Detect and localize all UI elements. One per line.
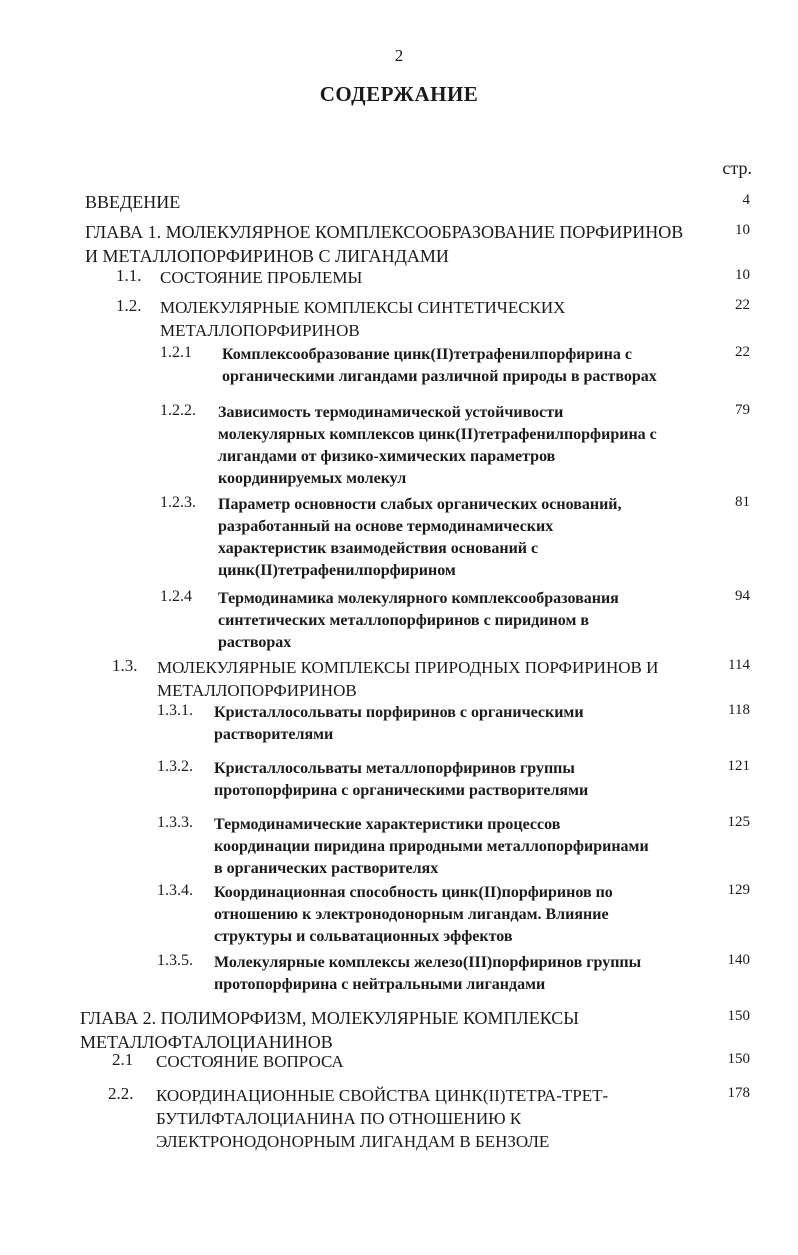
toc-entry-title-line: БУТИЛФТАЛОЦИАНИНА ПО ОТНОШЕНИЮ К xyxy=(156,1109,522,1128)
toc-entry-number: 1.3.1. xyxy=(157,702,193,719)
toc-entry-page: 129 xyxy=(727,882,750,898)
toc-entry-title-line: цинк(II)тетрафенилпорфирином xyxy=(218,562,456,579)
toc-entry-title-line: протопорфирина с нейтральными лигандами xyxy=(214,976,546,993)
toc-entry-title-line: в органических растворителях xyxy=(214,860,439,877)
toc-entry-title-line: растворителями xyxy=(214,726,334,743)
toc-entry-title-line: МЕТАЛЛОПОРФИРИНОВ xyxy=(157,681,357,700)
toc-entry-title-line: Кристаллосольваты порфиринов с органическими xyxy=(214,704,584,721)
toc-entry-title-line: координации пиридина природными металлопорфиринами xyxy=(214,838,649,855)
toc-entry-title-line: МОЛЕКУЛЯРНЫЕ КОМПЛЕКСЫ ПРИРОДНЫХ ПОРФИРИНОВ И xyxy=(157,658,659,677)
toc-entry-title-line: ГЛАВА 1. МОЛЕКУЛЯРНОЕ КОМПЛЕКСООБРАЗОВАНИЕ ПОРФИРИНОВ xyxy=(85,222,684,242)
toc-entry-number: 1.2. xyxy=(116,296,142,315)
toc-entry-page: 4 xyxy=(742,192,750,208)
toc-entry-title-line: ЭЛЕКТРОНОДОНОРНЫМ ЛИГАНДАМ В БЕНЗОЛЕ xyxy=(156,1132,550,1151)
page-title: СОДЕРЖАНИЕ xyxy=(319,82,479,106)
toc-entry-title-line: МЕТАЛЛОПОРФИРИНОВ xyxy=(160,321,360,340)
toc-entry-page: 22 xyxy=(735,297,750,313)
toc-entry-title-line: МОЛЕКУЛЯРНЫЕ КОМПЛЕКСЫ СИНТЕТИЧЕСКИХ xyxy=(160,298,566,317)
toc-entry-title-line: характеристик взаимодействия оснований с xyxy=(218,540,539,557)
toc-entry-title-line: синтетических металлопорфиринов с пиридином в xyxy=(218,612,589,629)
toc-entry-number: 1.3.2. xyxy=(157,758,193,775)
toc-entry-page: 125 xyxy=(727,814,750,830)
toc-entry-title-line: И МЕТАЛЛОПОРФИРИНОВ С ЛИГАНДАМИ xyxy=(85,246,449,266)
toc-entry-page: 10 xyxy=(735,222,750,238)
toc-entry-page: 150 xyxy=(727,1008,750,1024)
toc-entry-title-line: СОСТОЯНИЕ ПРОБЛЕМЫ xyxy=(160,268,363,287)
toc-entry-title-line: ВВЕДЕНИЕ xyxy=(85,192,181,212)
toc-entry-page: 118 xyxy=(728,702,750,718)
toc-entry-title-line: разработанный на основе термодинамических xyxy=(218,518,554,535)
toc-entry-title-line: структуры и сольватационных эффектов xyxy=(214,928,513,945)
toc-entry-title-line: протопорфирина с органическими растворителями xyxy=(214,782,589,799)
toc-entry-page: 150 xyxy=(727,1051,750,1067)
toc-entry-title-line: Кристаллосольваты металлопорфиринов группы xyxy=(214,760,575,777)
toc-entry-title-line: растворах xyxy=(218,634,292,651)
toc-entry-number: 1.2.1 xyxy=(160,344,192,361)
toc-entry-number: 1.2.2. xyxy=(160,402,196,419)
page-number: 2 xyxy=(394,46,404,65)
toc-entry-number: 1.3.5. xyxy=(157,952,193,969)
toc-entry-number: 1.3.3. xyxy=(157,814,193,831)
toc-entry-title-line: Зависимость термодинамической устойчивости xyxy=(218,404,564,421)
toc-entry-title-line: органическими лигандами различной природы в растворах xyxy=(222,368,657,385)
toc-entry-title-line: МЕТАЛЛОФТАЛОЦИАНИНОВ xyxy=(80,1032,333,1052)
toc-entry-title-line: Комплексообразование цинк(II)тетрафенилпорфирина с xyxy=(222,346,632,363)
toc-entry-page: 79 xyxy=(735,402,750,418)
toc-entry-title-line: координируемых молекул xyxy=(218,470,407,487)
toc-entry-page: 114 xyxy=(728,657,750,673)
toc-entry-title-line: Термодинамические характеристики процессов xyxy=(214,816,561,833)
toc-entry-title-line: лигандами от физико-химических параметров xyxy=(218,448,556,465)
toc-entry-page: 81 xyxy=(735,494,750,510)
toc-entry-page: 22 xyxy=(735,344,750,360)
toc-entry-number: 1.2.4 xyxy=(160,588,192,605)
toc-entry-page: 121 xyxy=(727,758,750,774)
toc-entry-page: 94 xyxy=(735,588,750,604)
toc-entry-page: 140 xyxy=(727,952,750,968)
toc-entry-number: 1.1. xyxy=(116,266,142,285)
toc-entry-title-line: Параметр основности слабых органических оснований, xyxy=(218,496,622,513)
toc-entry-title-line: Молекулярные комплексы железо(III)порфиринов группы xyxy=(214,954,642,971)
toc-entry-title-line: Термодинамика молекулярного комплексообразования xyxy=(218,590,619,607)
toc-entry-title-line: КООРДИНАЦИОННЫЕ СВОЙСТВА ЦИНК(II)ТЕТРА-ТРЕТ- xyxy=(156,1086,609,1105)
toc-entry-title-line: СОСТОЯНИЕ ВОПРОСА xyxy=(156,1052,344,1071)
toc-entry-number: 1.2.3. xyxy=(160,494,196,511)
toc-entry-number: 1.3. xyxy=(112,656,138,675)
toc-entry-title-line: ГЛАВА 2. ПОЛИМОРФИЗМ, МОЛЕКУЛЯРНЫЕ КОМПЛЕКСЫ xyxy=(80,1008,579,1028)
toc-entry-number: 1.3.4. xyxy=(157,882,193,899)
toc-entry-number: 2.2. xyxy=(108,1084,134,1103)
page-column-header: стр. xyxy=(722,158,752,178)
toc-entry-page: 178 xyxy=(727,1085,750,1101)
toc-entry-title-line: отношению к электронодонорным лигандам. Влияние xyxy=(214,906,609,923)
toc-entry-title-line: молекулярных комплексов цинк(II)тетрафенилпорфирина с xyxy=(218,426,657,443)
toc-entry-number: 2.1 xyxy=(112,1050,134,1069)
toc-entry-title-line: Координационная способность цинк(II)порфиринов по xyxy=(214,884,613,901)
toc-entry-page: 10 xyxy=(735,267,750,283)
